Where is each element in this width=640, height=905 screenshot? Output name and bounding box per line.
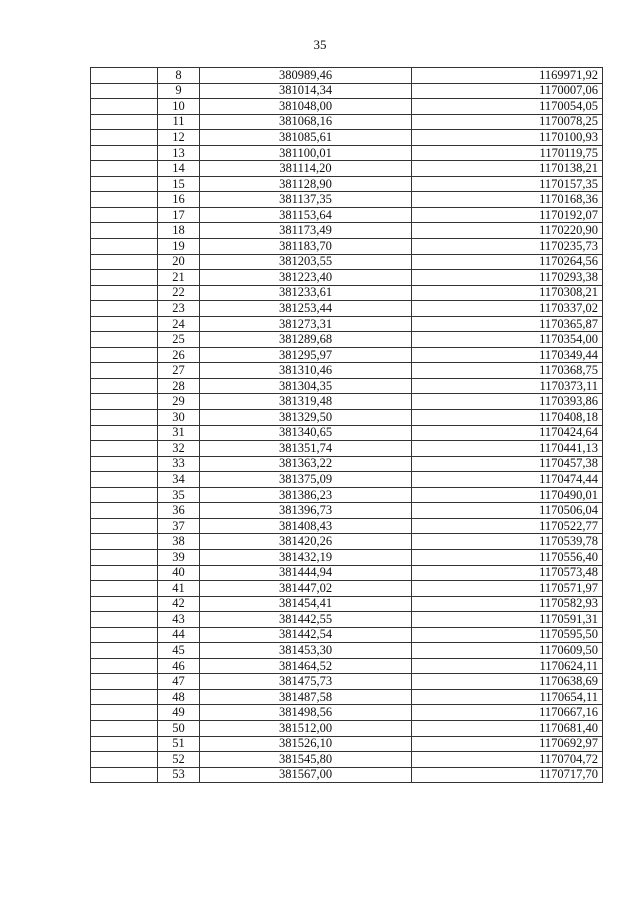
- empty-cell: [91, 68, 158, 84]
- table-row: [91, 130, 603, 146]
- table-row: [91, 223, 603, 239]
- table-row: [91, 534, 603, 550]
- x-coordinate-cell: 381386,23: [200, 487, 412, 503]
- table-row: [91, 596, 603, 612]
- point-number-cell: 14: [158, 161, 200, 177]
- y-coordinate-cell: 1170007,06: [412, 83, 603, 99]
- x-coordinate-cell: 380989,46: [200, 68, 412, 84]
- x-coordinate-cell: 381420,26: [200, 534, 412, 550]
- table-row: [91, 114, 603, 130]
- table-row: [91, 456, 603, 472]
- empty-cell: [91, 752, 158, 768]
- x-coordinate-cell: 381351,74: [200, 441, 412, 457]
- y-coordinate-cell: 1170054,05: [412, 99, 603, 115]
- empty-cell: [91, 114, 158, 130]
- point-number-cell: 19: [158, 239, 200, 255]
- y-coordinate-cell: 1170293,38: [412, 270, 603, 286]
- table-row: [91, 736, 603, 752]
- x-coordinate-cell: 381567,00: [200, 767, 412, 783]
- y-coordinate-cell: 1170457,38: [412, 456, 603, 472]
- empty-cell: [91, 441, 158, 457]
- point-number-cell: 45: [158, 643, 200, 659]
- empty-cell: [91, 705, 158, 721]
- y-coordinate-cell: 1170573,48: [412, 565, 603, 581]
- x-coordinate-cell: 381304,35: [200, 378, 412, 394]
- y-coordinate-cell: 1170474,44: [412, 472, 603, 488]
- point-number-cell: 22: [158, 285, 200, 301]
- x-coordinate-cell: 381319,48: [200, 394, 412, 410]
- y-coordinate-cell: 1170490,01: [412, 487, 603, 503]
- point-number-cell: 49: [158, 705, 200, 721]
- empty-cell: [91, 161, 158, 177]
- point-number-cell: 21: [158, 270, 200, 286]
- point-number-cell: 51: [158, 736, 200, 752]
- point-number-cell: 31: [158, 425, 200, 441]
- y-coordinate-cell: 1170393,86: [412, 394, 603, 410]
- empty-cell: [91, 99, 158, 115]
- x-coordinate-cell: 381173,49: [200, 223, 412, 239]
- y-coordinate-cell: 1170522,77: [412, 518, 603, 534]
- empty-cell: [91, 378, 158, 394]
- y-coordinate-cell: 1170100,93: [412, 130, 603, 146]
- table-row: [91, 487, 603, 503]
- empty-cell: [91, 518, 158, 534]
- point-number-cell: 40: [158, 565, 200, 581]
- x-coordinate-cell: 381048,00: [200, 99, 412, 115]
- y-coordinate-cell: 1170692,97: [412, 736, 603, 752]
- y-coordinate-cell: 1170571,97: [412, 581, 603, 597]
- y-coordinate-cell: 1170220,90: [412, 223, 603, 239]
- y-coordinate-cell: 1170506,04: [412, 503, 603, 519]
- point-number-cell: 41: [158, 581, 200, 597]
- y-coordinate-cell: 1170078,25: [412, 114, 603, 130]
- table-row: [91, 270, 603, 286]
- y-coordinate-cell: 1170681,40: [412, 720, 603, 736]
- y-coordinate-cell: 1170138,21: [412, 161, 603, 177]
- x-coordinate-cell: 381068,16: [200, 114, 412, 130]
- empty-cell: [91, 720, 158, 736]
- table-row: [91, 720, 603, 736]
- x-coordinate-cell: 381183,70: [200, 239, 412, 255]
- table-row: [91, 99, 603, 115]
- point-number-cell: 23: [158, 301, 200, 317]
- empty-cell: [91, 192, 158, 208]
- empty-cell: [91, 658, 158, 674]
- point-number-cell: 13: [158, 145, 200, 161]
- x-coordinate-cell: 381526,10: [200, 736, 412, 752]
- x-coordinate-cell: 381223,40: [200, 270, 412, 286]
- x-coordinate-cell: 381475,73: [200, 674, 412, 690]
- y-coordinate-cell: 1170365,87: [412, 316, 603, 332]
- table-row: [91, 254, 603, 270]
- x-coordinate-cell: 381233,61: [200, 285, 412, 301]
- x-coordinate-cell: 381273,31: [200, 316, 412, 332]
- point-number-cell: 42: [158, 596, 200, 612]
- y-coordinate-cell: 1170337,02: [412, 301, 603, 317]
- empty-cell: [91, 347, 158, 363]
- empty-cell: [91, 394, 158, 410]
- table-row: [91, 425, 603, 441]
- table-row: [91, 612, 603, 628]
- y-coordinate-cell: 1170235,73: [412, 239, 603, 255]
- point-number-cell: 43: [158, 612, 200, 628]
- x-coordinate-cell: 381447,02: [200, 581, 412, 597]
- table-row: [91, 176, 603, 192]
- point-number-cell: 36: [158, 503, 200, 519]
- y-coordinate-cell: 1170424,64: [412, 425, 603, 441]
- table-row: [91, 301, 603, 317]
- empty-cell: [91, 223, 158, 239]
- y-coordinate-cell: 1170539,78: [412, 534, 603, 550]
- point-number-cell: 37: [158, 518, 200, 534]
- table-row: [91, 705, 603, 721]
- table-row: [91, 674, 603, 690]
- empty-cell: [91, 456, 158, 472]
- x-coordinate-cell: 381545,80: [200, 752, 412, 768]
- y-coordinate-cell: 1170667,16: [412, 705, 603, 721]
- point-number-cell: 53: [158, 767, 200, 783]
- y-coordinate-cell: 1170591,31: [412, 612, 603, 628]
- point-number-cell: 48: [158, 689, 200, 705]
- point-number-cell: 17: [158, 207, 200, 223]
- x-coordinate-cell: 381442,55: [200, 612, 412, 628]
- x-coordinate-cell: 381498,56: [200, 705, 412, 721]
- x-coordinate-cell: 381114,20: [200, 161, 412, 177]
- empty-cell: [91, 130, 158, 146]
- x-coordinate-cell: 381408,43: [200, 518, 412, 534]
- x-coordinate-cell: 381487,58: [200, 689, 412, 705]
- point-number-cell: 46: [158, 658, 200, 674]
- x-coordinate-cell: 381014,34: [200, 83, 412, 99]
- x-coordinate-cell: 381464,52: [200, 658, 412, 674]
- x-coordinate-cell: 381432,19: [200, 549, 412, 565]
- table-row: [91, 581, 603, 597]
- table-row: [91, 627, 603, 643]
- point-number-cell: 9: [158, 83, 200, 99]
- empty-cell: [91, 736, 158, 752]
- empty-cell: [91, 270, 158, 286]
- point-number-cell: 38: [158, 534, 200, 550]
- point-number-cell: 29: [158, 394, 200, 410]
- table-row: [91, 68, 603, 84]
- point-number-cell: 8: [158, 68, 200, 84]
- table-row: [91, 503, 603, 519]
- empty-cell: [91, 145, 158, 161]
- x-coordinate-cell: 381363,22: [200, 456, 412, 472]
- x-coordinate-cell: 381310,46: [200, 363, 412, 379]
- y-coordinate-cell: 1170192,07: [412, 207, 603, 223]
- empty-cell: [91, 767, 158, 783]
- empty-cell: [91, 83, 158, 99]
- empty-cell: [91, 534, 158, 550]
- x-coordinate-cell: 381512,00: [200, 720, 412, 736]
- empty-cell: [91, 363, 158, 379]
- empty-cell: [91, 316, 158, 332]
- table-row: [91, 363, 603, 379]
- table-row: [91, 83, 603, 99]
- point-number-cell: 28: [158, 378, 200, 394]
- x-coordinate-cell: 381340,65: [200, 425, 412, 441]
- table-row: [91, 767, 603, 783]
- point-number-cell: 47: [158, 674, 200, 690]
- table-row: [91, 565, 603, 581]
- table-row: [91, 549, 603, 565]
- y-coordinate-cell: 1170654,11: [412, 689, 603, 705]
- empty-cell: [91, 410, 158, 426]
- empty-cell: [91, 549, 158, 565]
- x-coordinate-cell: 381329,50: [200, 410, 412, 426]
- point-number-cell: 35: [158, 487, 200, 503]
- point-number-cell: 15: [158, 176, 200, 192]
- empty-cell: [91, 176, 158, 192]
- point-number-cell: 18: [158, 223, 200, 239]
- y-coordinate-cell: 1170638,69: [412, 674, 603, 690]
- y-coordinate-cell: 1170119,75: [412, 145, 603, 161]
- point-number-cell: 39: [158, 549, 200, 565]
- y-coordinate-cell: 1170308,21: [412, 285, 603, 301]
- table-row: [91, 752, 603, 768]
- empty-cell: [91, 425, 158, 441]
- table-row: [91, 394, 603, 410]
- table-row: [91, 658, 603, 674]
- table-row: [91, 378, 603, 394]
- y-coordinate-cell: 1170582,93: [412, 596, 603, 612]
- y-coordinate-cell: 1170609,50: [412, 643, 603, 659]
- empty-cell: [91, 239, 158, 255]
- empty-cell: [91, 627, 158, 643]
- point-number-cell: 11: [158, 114, 200, 130]
- y-coordinate-cell: 1170556,40: [412, 549, 603, 565]
- page-number: 35: [313, 37, 327, 52]
- point-number-cell: 30: [158, 410, 200, 426]
- point-number-cell: 26: [158, 347, 200, 363]
- y-coordinate-cell: 1170349,44: [412, 347, 603, 363]
- y-coordinate-cell: 1170441,13: [412, 441, 603, 457]
- point-number-cell: 44: [158, 627, 200, 643]
- x-coordinate-cell: 381453,30: [200, 643, 412, 659]
- y-coordinate-cell: 1170704,72: [412, 752, 603, 768]
- empty-cell: [91, 565, 158, 581]
- table-row: [91, 332, 603, 348]
- table-row: [91, 518, 603, 534]
- table-row: [91, 161, 603, 177]
- empty-cell: [91, 301, 158, 317]
- y-coordinate-cell: 1170373,11: [412, 378, 603, 394]
- point-number-cell: 27: [158, 363, 200, 379]
- point-number-cell: 24: [158, 316, 200, 332]
- x-coordinate-cell: 381454,41: [200, 596, 412, 612]
- x-coordinate-cell: 381289,68: [200, 332, 412, 348]
- y-coordinate-cell: 1170368,75: [412, 363, 603, 379]
- y-coordinate-cell: 1170157,35: [412, 176, 603, 192]
- x-coordinate-cell: 381253,44: [200, 301, 412, 317]
- coordinates-table-body: [91, 68, 603, 783]
- empty-cell: [91, 643, 158, 659]
- empty-cell: [91, 674, 158, 690]
- empty-cell: [91, 487, 158, 503]
- x-coordinate-cell: 381295,97: [200, 347, 412, 363]
- empty-cell: [91, 254, 158, 270]
- point-number-cell: 25: [158, 332, 200, 348]
- empty-cell: [91, 332, 158, 348]
- point-number-cell: 52: [158, 752, 200, 768]
- coordinates-table: [90, 67, 603, 783]
- table-row: [91, 239, 603, 255]
- table-row: [91, 410, 603, 426]
- point-number-cell: 34: [158, 472, 200, 488]
- x-coordinate-cell: 381444,94: [200, 565, 412, 581]
- empty-cell: [91, 207, 158, 223]
- y-coordinate-cell: 1170354,00: [412, 332, 603, 348]
- point-number-cell: 20: [158, 254, 200, 270]
- table-row: [91, 207, 603, 223]
- table-row: [91, 472, 603, 488]
- table-row: [91, 145, 603, 161]
- table-row: [91, 285, 603, 301]
- empty-cell: [91, 285, 158, 301]
- y-coordinate-cell: 1170264,56: [412, 254, 603, 270]
- table-row: [91, 192, 603, 208]
- x-coordinate-cell: 381203,55: [200, 254, 412, 270]
- table-row: [91, 347, 603, 363]
- y-coordinate-cell: 1170408,18: [412, 410, 603, 426]
- point-number-cell: 12: [158, 130, 200, 146]
- empty-cell: [91, 581, 158, 597]
- point-number-cell: 50: [158, 720, 200, 736]
- y-coordinate-cell: 1169971,92: [412, 68, 603, 84]
- table-row: [91, 689, 603, 705]
- x-coordinate-cell: 381375,09: [200, 472, 412, 488]
- point-number-cell: 33: [158, 456, 200, 472]
- table-row: [91, 316, 603, 332]
- empty-cell: [91, 689, 158, 705]
- empty-cell: [91, 472, 158, 488]
- y-coordinate-cell: 1170717,70: [412, 767, 603, 783]
- empty-cell: [91, 596, 158, 612]
- table-row: [91, 643, 603, 659]
- empty-cell: [91, 503, 158, 519]
- x-coordinate-cell: 381085,61: [200, 130, 412, 146]
- y-coordinate-cell: 1170595,50: [412, 627, 603, 643]
- point-number-cell: 32: [158, 441, 200, 457]
- point-number-cell: 16: [158, 192, 200, 208]
- y-coordinate-cell: 1170168,36: [412, 192, 603, 208]
- x-coordinate-cell: 381100,01: [200, 145, 412, 161]
- y-coordinate-cell: 1170624,11: [412, 658, 603, 674]
- point-number-cell: 10: [158, 99, 200, 115]
- table-row: [91, 441, 603, 457]
- x-coordinate-cell: 381137,35: [200, 192, 412, 208]
- x-coordinate-cell: 381396,73: [200, 503, 412, 519]
- x-coordinate-cell: 381153,64: [200, 207, 412, 223]
- empty-cell: [91, 612, 158, 628]
- x-coordinate-cell: 381442,54: [200, 627, 412, 643]
- x-coordinate-cell: 381128,90: [200, 176, 412, 192]
